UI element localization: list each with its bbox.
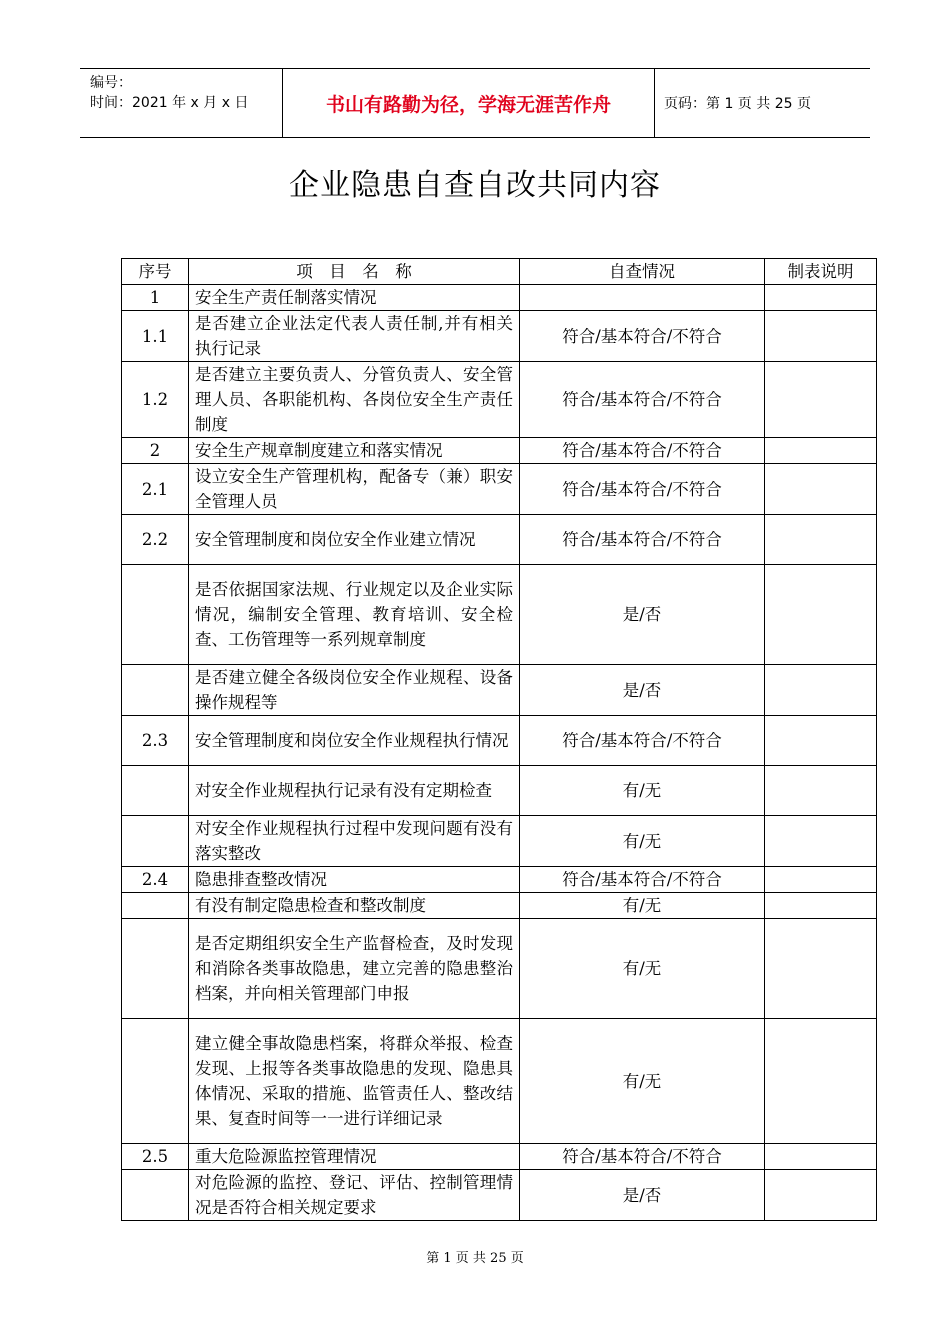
row-note bbox=[765, 893, 877, 919]
row-check: 有/无 bbox=[520, 893, 765, 919]
row-number: 2.3 bbox=[122, 716, 189, 766]
table-row bbox=[122, 919, 877, 1019]
header-meta bbox=[90, 73, 248, 113]
row-note bbox=[765, 816, 877, 867]
row-number bbox=[122, 1019, 189, 1144]
table-row bbox=[122, 816, 877, 867]
row-note bbox=[765, 1170, 877, 1221]
row-note bbox=[765, 311, 877, 362]
row-note bbox=[765, 665, 877, 716]
row-note bbox=[765, 766, 877, 816]
table-row bbox=[122, 665, 877, 716]
row-note bbox=[765, 867, 877, 893]
table-row bbox=[122, 893, 877, 919]
table-row bbox=[122, 1019, 877, 1144]
row-item: 安全生产规章制度建立和落实情况 bbox=[189, 438, 520, 464]
row-note bbox=[765, 1144, 877, 1170]
row-item: 隐患排查整改情况 bbox=[189, 867, 520, 893]
row-number bbox=[122, 766, 189, 816]
header-time-label: 时间：2021 年 x 月 x 日 bbox=[90, 95, 249, 111]
table-row bbox=[122, 311, 877, 362]
row-note bbox=[765, 362, 877, 438]
row-check: 是/否 bbox=[520, 565, 765, 665]
row-check: 是/否 bbox=[520, 665, 765, 716]
header-divider bbox=[654, 69, 655, 137]
header-page-info: 页码：第 1 页 共 25 页 bbox=[664, 96, 811, 112]
row-check: 有/无 bbox=[520, 1019, 765, 1144]
header-number-label: 编号： bbox=[90, 75, 132, 91]
document-header bbox=[80, 68, 870, 138]
row-check: 符合/基本符合/不符合 bbox=[520, 1144, 765, 1170]
row-check: 符合/基本符合/不符合 bbox=[520, 438, 765, 464]
table-row bbox=[122, 515, 877, 565]
table-header-row bbox=[122, 259, 877, 285]
table-row bbox=[122, 464, 877, 515]
row-check: 符合/基本符合/不符合 bbox=[520, 311, 765, 362]
row-note bbox=[765, 565, 877, 665]
row-item: 是否建立健全各级岗位安全作业规程、设备操作规程等 bbox=[189, 665, 520, 716]
row-item: 是否定期组织安全生产监督检查，及时发现和消除各类事故隐患，建立完善的隐患整治档案，并向相关管理部门申报 bbox=[189, 919, 520, 1019]
row-note bbox=[765, 1019, 877, 1144]
row-item: 是否依据国家法规、行业规定以及企业实际情况，编制安全管理、教育培训、安全检查、工伤管理等一系列规章制度 bbox=[189, 565, 520, 665]
page-title: 企业隐患自查自改共同内容 bbox=[289, 168, 661, 203]
table-row bbox=[122, 362, 877, 438]
row-item: 安全生产责任制落实情况 bbox=[189, 285, 520, 311]
row-check: 有/无 bbox=[520, 766, 765, 816]
row-check: 符合/基本符合/不符合 bbox=[520, 867, 765, 893]
row-number: 2.1 bbox=[122, 464, 189, 515]
row-check: 有/无 bbox=[520, 919, 765, 1019]
row-number bbox=[122, 1170, 189, 1221]
row-number: 1.2 bbox=[122, 362, 189, 438]
column-header-note: 制表说明 bbox=[765, 259, 877, 285]
table-row bbox=[122, 565, 877, 665]
row-item: 建立健全事故隐患档案，将群众举报、检查发现、上报等各类事故隐患的发现、隐患具体情况、采取的措施、监管责任人、整改结果、复查时间等一一进行详细记录 bbox=[189, 1019, 520, 1144]
table-row bbox=[122, 716, 877, 766]
row-note bbox=[765, 716, 877, 766]
checklist-table bbox=[121, 258, 877, 1221]
column-header-item: 项 目 名 称 bbox=[189, 259, 520, 285]
header-motto: 书山有路勤为径，学海无涯苦作舟 bbox=[325, 93, 611, 116]
row-number bbox=[122, 919, 189, 1019]
row-check: 符合/基本符合/不符合 bbox=[520, 515, 765, 565]
table-row bbox=[122, 766, 877, 816]
table-row bbox=[122, 1170, 877, 1221]
row-item: 设立安全生产管理机构，配备专（兼）职安全管理人员 bbox=[189, 464, 520, 515]
row-note bbox=[765, 515, 877, 565]
row-note bbox=[765, 919, 877, 1019]
row-number: 2.5 bbox=[122, 1144, 189, 1170]
row-check bbox=[520, 285, 765, 311]
column-header-check: 自查情况 bbox=[520, 259, 765, 285]
table-row bbox=[122, 285, 877, 311]
row-item: 对安全作业规程执行记录有没有定期检查 bbox=[189, 766, 520, 816]
table-row bbox=[122, 438, 877, 464]
row-item: 有没有制定隐患检查和整改制度 bbox=[189, 893, 520, 919]
row-check: 符合/基本符合/不符合 bbox=[520, 464, 765, 515]
row-check: 是/否 bbox=[520, 1170, 765, 1221]
row-number: 2.4 bbox=[122, 867, 189, 893]
row-check: 有/无 bbox=[520, 816, 765, 867]
row-number: 2.2 bbox=[122, 515, 189, 565]
row-check: 符合/基本符合/不符合 bbox=[520, 362, 765, 438]
row-item: 重大危险源监控管理情况 bbox=[189, 1144, 520, 1170]
table-row bbox=[122, 1144, 877, 1170]
row-item: 是否建立企业法定代表人责任制,并有相关执行记录 bbox=[189, 311, 520, 362]
row-number: 2 bbox=[122, 438, 189, 464]
row-item: 对危险源的监控、登记、评估、控制管理情况是否符合相关规定要求 bbox=[189, 1170, 520, 1221]
row-number: 1 bbox=[122, 285, 189, 311]
table-body bbox=[122, 285, 877, 1221]
column-header-no: 序号 bbox=[122, 259, 189, 285]
row-note bbox=[765, 285, 877, 311]
row-item: 是否建立主要负责人、分管负责人、安全管理人员、各职能机构、各岗位安全生产责任制度 bbox=[189, 362, 520, 438]
row-number bbox=[122, 665, 189, 716]
row-item: 安全管理制度和岗位安全作业规程执行情况 bbox=[189, 716, 520, 766]
table-row bbox=[122, 867, 877, 893]
row-number bbox=[122, 893, 189, 919]
row-item: 对安全作业规程执行过程中发现问题有没有落实整改 bbox=[189, 816, 520, 867]
row-item: 安全管理制度和岗位安全作业建立情况 bbox=[189, 515, 520, 565]
row-number bbox=[122, 565, 189, 665]
row-check: 符合/基本符合/不符合 bbox=[520, 716, 765, 766]
page-footer: 第 1 页 共 25 页 bbox=[426, 1251, 524, 1266]
row-number: 1.1 bbox=[122, 311, 189, 362]
row-number bbox=[122, 816, 189, 867]
row-note bbox=[765, 438, 877, 464]
row-note bbox=[765, 464, 877, 515]
